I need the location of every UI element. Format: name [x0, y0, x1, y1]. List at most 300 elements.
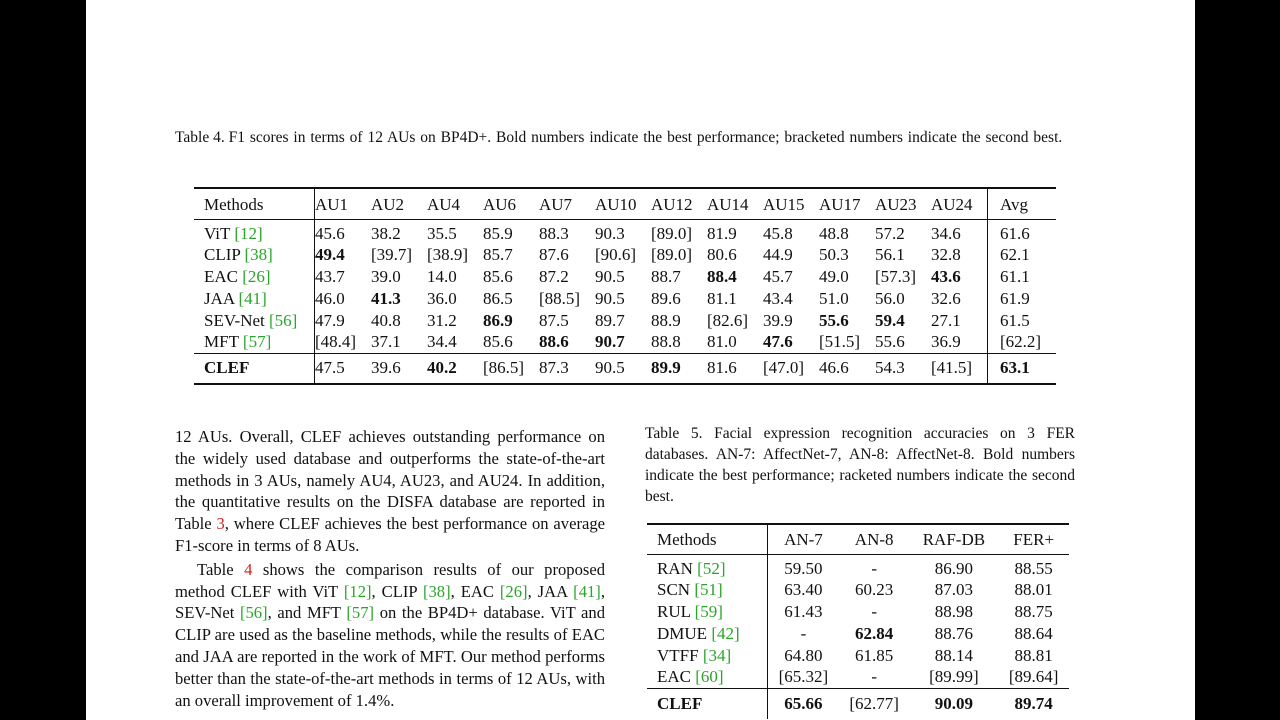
table-cell [595, 310, 651, 332]
cell-value: 88.9 [651, 310, 681, 330]
citation-link[interactable]: [41] [573, 581, 601, 601]
table-cell [427, 219, 483, 244]
table-row [647, 623, 1069, 645]
table-cell [483, 266, 539, 288]
cell-value: 88.8 [651, 332, 681, 352]
table-cell [839, 601, 910, 623]
column-header: FER+ [998, 524, 1069, 554]
table-cell [371, 310, 427, 332]
table-cell [998, 601, 1069, 623]
cell-value: 47.5 [315, 358, 345, 378]
cell-value: [86.5] [483, 358, 525, 378]
table-cell [483, 354, 539, 384]
table-cell [839, 554, 910, 579]
cell-value: [62.2] [1000, 332, 1042, 352]
citation-link[interactable]: [34] [702, 645, 732, 665]
method-cell [647, 623, 768, 645]
table-cell [371, 219, 427, 244]
column-header: AU7 [539, 188, 595, 219]
table-cell [819, 354, 875, 384]
column-header: AU23 [875, 188, 931, 219]
method-cell [194, 288, 315, 310]
cell-value: [89.99] [929, 667, 979, 687]
cell-value: 90.5 [595, 288, 625, 308]
table-cell [595, 332, 651, 354]
p2-text-h: , and MFT [267, 603, 347, 623]
table-cell [988, 332, 1057, 354]
cell-value: 48.8 [819, 223, 849, 243]
column-header: AU2 [371, 188, 427, 219]
cell-value: 85.9 [483, 223, 513, 243]
cell-value: [48.4] [315, 332, 357, 352]
cell-value: 49.4 [315, 244, 345, 264]
p2-text-f: , JAA [527, 581, 574, 601]
table-cell [909, 667, 998, 689]
paragraph-2 [175, 559, 605, 712]
cell-value: 62.84 [855, 623, 894, 643]
method-name: MFT [204, 332, 243, 352]
column-header: RAF-DB [909, 524, 998, 554]
citation-link[interactable]: [56] [239, 603, 268, 623]
citation-link[interactable]: [41] [238, 288, 267, 308]
cell-value: 88.55 [1014, 558, 1053, 578]
paragraph-1-text: 12 AUs. Overall, CLEF achieves outstanding performance on the widely used database and outperforms the state-of-the-art methods in 3 AUs, namely AU4, AU23, and AU24. In addition, the quantitative results on the DISFA database are reported in Table [175, 427, 605, 534]
method-cell [194, 310, 315, 332]
table-cell [371, 332, 427, 354]
cell-value: 43.6 [931, 266, 961, 286]
cell-value: 63.40 [784, 579, 823, 599]
cell-value: [82.6] [707, 310, 749, 330]
cell-value: 87.5 [539, 310, 569, 330]
table-row-clef [194, 354, 1056, 384]
cell-value: 61.9 [1000, 288, 1030, 308]
cell-value: 63.1 [1000, 358, 1030, 378]
table-cell [998, 579, 1069, 601]
cell-value: 61.6 [1000, 223, 1030, 243]
column-header: AU24 [931, 188, 988, 219]
table-cell [988, 310, 1057, 332]
cell-value: 86.9 [483, 310, 513, 330]
cell-value: 49.0 [819, 266, 849, 286]
cell-value: [62.77] [849, 693, 899, 713]
table4-caption-text: F1 scores in terms of 12 AUs on BP4D+. Bold numbers indicate the best performance; bracketed numbers indicate the second best. [228, 129, 1063, 146]
table-cell [909, 554, 998, 579]
table-cell [539, 332, 595, 354]
cell-value: - [800, 623, 807, 643]
table-cell [315, 288, 372, 310]
cell-value: 37.1 [371, 332, 401, 352]
table-row [194, 288, 1056, 310]
citation-link[interactable]: [60] [695, 667, 724, 687]
method-name: CLEF [657, 693, 703, 713]
cell-value: 45.7 [763, 266, 793, 286]
cell-value: 40.2 [427, 358, 457, 378]
cell-value: 62.1 [1000, 244, 1030, 264]
cell-value: 88.14 [934, 645, 974, 665]
column-header: AU4 [427, 188, 483, 219]
cell-value: 44.9 [763, 244, 793, 264]
cell-value: 88.98 [934, 601, 974, 621]
column-header: AN-8 [839, 524, 910, 554]
column-header: AN-7 [768, 524, 839, 554]
table-cell [763, 219, 819, 244]
method-cell [647, 689, 768, 719]
table-cell [483, 310, 539, 332]
cell-value: 55.6 [819, 310, 849, 330]
table4-caption [175, 127, 1075, 148]
table-cell [483, 332, 539, 354]
cell-value: 34.6 [931, 223, 961, 243]
cell-value: 80.6 [707, 244, 737, 264]
cell-value: 43.4 [763, 288, 793, 308]
method-name: SCN [657, 579, 695, 599]
cell-value: [38.9] [427, 244, 469, 264]
cell-value: 89.9 [651, 358, 681, 378]
table-cell [931, 288, 988, 310]
table-cell [988, 219, 1057, 244]
table-cell [931, 332, 988, 354]
citation-link[interactable]: [57] [346, 603, 375, 623]
cell-value: [89.0] [651, 244, 693, 264]
table-cell [707, 244, 763, 266]
method-name: JAA [204, 288, 239, 308]
cell-value: 39.6 [371, 358, 401, 378]
table-cell [315, 219, 372, 244]
cell-value: 39.0 [371, 266, 401, 286]
cell-value: 85.7 [483, 244, 513, 264]
cell-value: 89.7 [595, 310, 625, 330]
cell-value: 81.9 [707, 223, 737, 243]
cell-value: 89.74 [1014, 693, 1053, 713]
table-cell [763, 244, 819, 266]
table-cell [651, 219, 707, 244]
cell-value: 85.6 [483, 332, 513, 352]
cell-value: 39.9 [763, 310, 793, 330]
cell-value: 81.6 [707, 358, 737, 378]
table-row [194, 332, 1056, 354]
table-cell [763, 332, 819, 354]
table-cell [875, 219, 931, 244]
method-cell [194, 332, 315, 354]
table-cell [539, 219, 595, 244]
method-name: ViT [204, 223, 235, 243]
cell-value: 81.0 [707, 332, 737, 352]
table-cell [909, 689, 998, 719]
cell-value: 59.50 [784, 558, 823, 578]
cell-value: 64.80 [784, 645, 823, 665]
cell-value: 34.4 [427, 332, 457, 352]
table-cell [707, 266, 763, 288]
cell-value: 50.3 [819, 244, 849, 264]
method-name: DMUE [657, 623, 712, 643]
citation-link[interactable]: [26] [499, 581, 528, 601]
table-cell [909, 623, 998, 645]
paragraph-1 [175, 426, 605, 557]
column-header: AU6 [483, 188, 539, 219]
cell-value: [88.5] [539, 288, 581, 308]
table-cell [315, 310, 372, 332]
cell-value: 59.4 [875, 310, 905, 330]
citation-link[interactable]: [57] [242, 332, 272, 352]
method-cell [647, 601, 768, 623]
p2-text-d: , CLIP [371, 581, 423, 601]
cell-value: 61.43 [784, 601, 823, 621]
table-cell [651, 310, 707, 332]
cell-value: 45.6 [315, 223, 345, 243]
table-row [194, 266, 1056, 288]
table-cell [763, 266, 819, 288]
table-row-clef [647, 689, 1069, 719]
cell-value: 32.6 [931, 288, 961, 308]
cell-value: 35.5 [427, 223, 457, 243]
cell-value: [65.32] [778, 667, 829, 687]
table-row [647, 645, 1069, 667]
cell-value: 86.90 [934, 558, 974, 578]
table-row [647, 601, 1069, 623]
table-cell [988, 288, 1057, 310]
table-cell [988, 266, 1057, 288]
paper-page [86, 0, 1195, 720]
table-cell [707, 310, 763, 332]
table-cell [768, 623, 839, 645]
cell-value: 54.3 [875, 358, 905, 378]
p2-text-i: on the BP4D+ database. ViT and CLIP are used as the baseline methods, while the results of EAC and JAA are reported in the work of MFT. Our method performs better than the state-of-the-art methods in terms of 12 AUs, with an overall improvement of 1.4%. [175, 603, 605, 710]
cell-value: 90.3 [595, 223, 625, 243]
table-cell [931, 219, 988, 244]
table-cell [839, 579, 910, 601]
table-cell [483, 288, 539, 310]
cell-value: 88.75 [1014, 601, 1053, 621]
column-header: AU1 [315, 188, 372, 219]
column-header: AU17 [819, 188, 875, 219]
method-name: RAN [657, 558, 698, 578]
cell-value: 40.8 [371, 310, 401, 330]
citation-link[interactable]: [56] [269, 310, 298, 330]
citation-link[interactable]: [59] [694, 601, 723, 621]
table-cell [768, 667, 839, 689]
column-header: AU12 [651, 188, 707, 219]
table-cell [768, 554, 839, 579]
table-cell [875, 310, 931, 332]
table4-header-row [194, 188, 1056, 219]
cell-value: 32.8 [931, 244, 961, 264]
table-cell [651, 244, 707, 266]
citation-link[interactable]: [12] [234, 223, 263, 243]
table-cell [931, 354, 988, 384]
table-cell [988, 244, 1057, 266]
cell-value: [47.0] [763, 358, 805, 378]
citation-link[interactable]: [38] [244, 244, 273, 264]
method-name: SEV-Net [204, 310, 270, 330]
table-cell [763, 354, 819, 384]
citation-link[interactable]: [42] [711, 623, 740, 643]
cell-value: 87.03 [934, 579, 974, 599]
p2-text-a: Table [197, 559, 245, 579]
table-cell [875, 332, 931, 354]
method-cell [194, 219, 315, 244]
citation-link[interactable]: [26] [242, 266, 271, 286]
table-cell [371, 266, 427, 288]
column-header: AU15 [763, 188, 819, 219]
table5 [647, 523, 1069, 719]
cell-value: 87.2 [539, 266, 569, 286]
cell-value: 88.81 [1014, 645, 1053, 665]
cell-value: 90.7 [595, 332, 625, 352]
cell-value: 88.7 [651, 266, 681, 286]
table-cell [315, 354, 372, 384]
table-cell [427, 310, 483, 332]
cell-value: 87.3 [539, 358, 569, 378]
method-cell [194, 266, 315, 288]
table5-caption-text: Facial expression recognition accuracies on 3 FER databases. AN-7: AffectNet-7, AN-8: AffectNet-8. Bold numbers indicate the best performance; racketed numbers indicate the second best. [645, 425, 1076, 505]
cell-value: [51.5] [819, 332, 861, 352]
cell-value: 43.7 [315, 266, 345, 286]
cell-value: 88.3 [539, 223, 569, 243]
table-cell [707, 219, 763, 244]
table-ref-link[interactable]: 4 [244, 559, 253, 579]
table-cell [875, 354, 931, 384]
table-cell [931, 266, 988, 288]
cell-value: 45.8 [763, 223, 793, 243]
table-cell [909, 601, 998, 623]
cell-value: 90.09 [934, 693, 974, 713]
table-cell [763, 288, 819, 310]
method-name: RUL [657, 601, 695, 621]
cell-value: [39.7] [371, 244, 413, 264]
method-name: EAC [657, 667, 696, 687]
table-cell [371, 288, 427, 310]
table-cell [998, 623, 1069, 645]
cell-value: 88.76 [934, 623, 974, 643]
table-cell [371, 244, 427, 266]
table-cell [768, 689, 839, 719]
table4-grid [194, 187, 1056, 385]
table-cell [819, 288, 875, 310]
citation-link[interactable]: [52] [697, 558, 726, 578]
table-cell [839, 645, 910, 667]
cell-value: [89.0] [651, 223, 693, 243]
table-cell [707, 354, 763, 384]
table-cell [427, 332, 483, 354]
table-cell [595, 354, 651, 384]
table5-caption [645, 423, 1075, 507]
table-cell [427, 288, 483, 310]
cell-value: 81.1 [707, 288, 737, 308]
p2-text-e: , EAC [450, 581, 500, 601]
table5-grid [647, 523, 1069, 719]
table-cell [707, 288, 763, 310]
table4 [194, 187, 1056, 385]
column-header: AU10 [595, 188, 651, 219]
table-cell [651, 332, 707, 354]
cell-value: 41.3 [371, 288, 401, 308]
cell-value: 90.5 [595, 266, 625, 286]
cell-value: 60.23 [855, 579, 894, 599]
table5-caption-label: Table 5. [645, 425, 703, 442]
table-cell [595, 244, 651, 266]
table-row [647, 667, 1069, 689]
table-cell [763, 310, 819, 332]
table-cell [371, 354, 427, 384]
table-cell [707, 332, 763, 354]
table-cell [998, 554, 1069, 579]
citation-link[interactable]: [38] [422, 581, 451, 601]
table-cell [819, 310, 875, 332]
cell-value: 36.9 [931, 332, 961, 352]
table-cell [931, 310, 988, 332]
method-name: VTFF [657, 645, 703, 665]
table-cell [315, 266, 372, 288]
table-cell [427, 244, 483, 266]
table-cell [819, 266, 875, 288]
table-cell [315, 332, 372, 354]
cell-value: 56.1 [875, 244, 905, 264]
method-cell [647, 645, 768, 667]
table-cell [315, 244, 372, 266]
cell-value: 27.1 [931, 310, 961, 330]
table-cell [427, 354, 483, 384]
method-cell [647, 554, 768, 579]
cell-value: 38.2 [371, 223, 401, 243]
table-cell [819, 244, 875, 266]
cell-value: 57.2 [875, 223, 905, 243]
cell-value: 47.6 [763, 332, 793, 352]
table-cell [539, 354, 595, 384]
citation-link[interactable]: [12] [343, 581, 372, 601]
table-cell [595, 219, 651, 244]
cell-value: - [871, 558, 877, 578]
table-cell [839, 689, 910, 719]
table-ref-link[interactable]: 3 [216, 514, 225, 534]
table-cell [539, 310, 595, 332]
table-row [647, 579, 1069, 601]
column-header: Avg [988, 188, 1057, 219]
table-cell [875, 244, 931, 266]
table-row [194, 310, 1056, 332]
table-cell [539, 288, 595, 310]
cell-value: 90.5 [595, 358, 625, 378]
table-cell [539, 244, 595, 266]
column-header: AU14 [707, 188, 763, 219]
table-cell [998, 645, 1069, 667]
cell-value: 87.6 [539, 244, 569, 264]
column-header: Methods [194, 188, 315, 219]
table-cell [595, 288, 651, 310]
cell-value: 88.64 [1014, 623, 1053, 643]
cell-value: 56.0 [875, 288, 905, 308]
table-cell [768, 601, 839, 623]
table-cell [651, 288, 707, 310]
method-cell [194, 354, 315, 384]
cell-value: 47.9 [315, 310, 345, 330]
cell-value: 88.6 [539, 332, 569, 352]
cell-value: 85.6 [483, 266, 513, 286]
table-cell [875, 266, 931, 288]
cell-value: 31.2 [427, 310, 457, 330]
p2-text-g: , SEV-Net [175, 581, 605, 623]
table4-caption-label: Table 4. [175, 129, 225, 146]
method-name: EAC [204, 266, 243, 286]
table-cell [595, 266, 651, 288]
citation-link[interactable]: [51] [694, 579, 723, 599]
table-row [647, 554, 1069, 579]
cell-value: 51.0 [819, 288, 849, 308]
cell-value: 88.01 [1014, 579, 1053, 599]
cell-value: 46.6 [819, 358, 849, 378]
cell-value: 14.0 [427, 266, 457, 286]
table-cell [839, 667, 910, 689]
method-cell [647, 579, 768, 601]
